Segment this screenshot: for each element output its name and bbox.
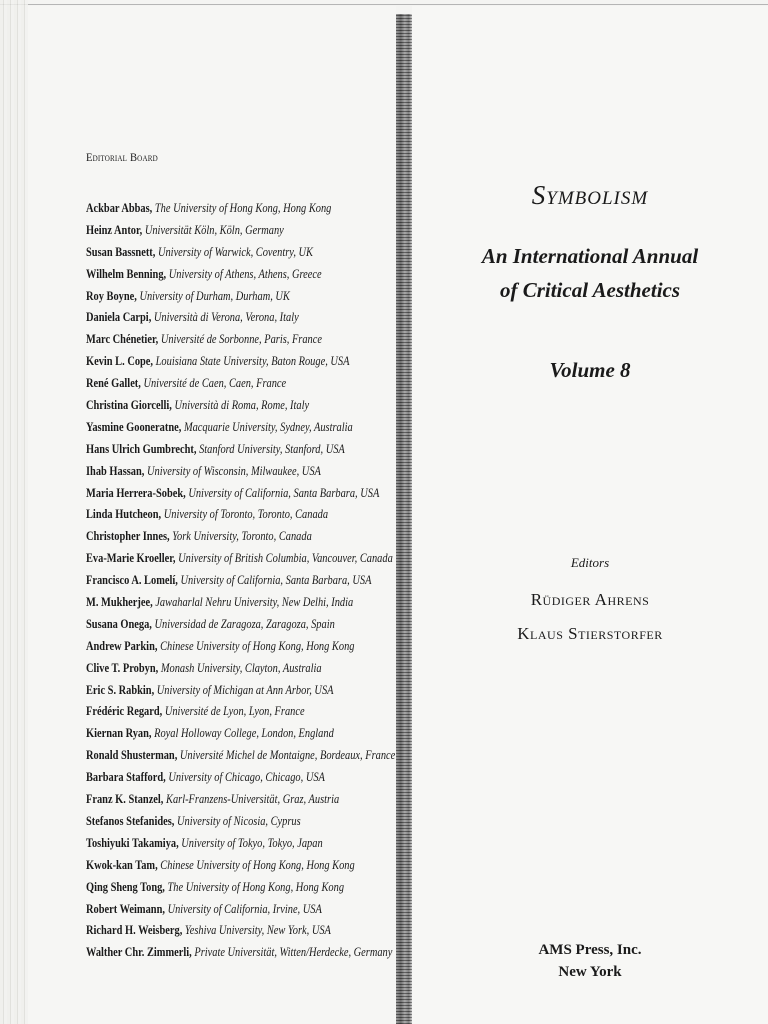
board-member (86, 197, 350, 219)
board-member (86, 832, 350, 854)
board-member (86, 263, 350, 285)
member-affiliation: University of Durham, Durham, UK (139, 287, 290, 303)
subtitle-line-1: An International Annual (481, 244, 699, 268)
member-name: Stefanos Stefanides, (86, 812, 175, 828)
board-member (86, 941, 393, 963)
member-affiliation: University of Athens, Athens, Greece (168, 265, 322, 281)
member-affiliation: Université de Caen, Caen, France (143, 375, 287, 391)
editorial-board-list (86, 197, 416, 963)
member-name: Daniela Carpi, (86, 309, 152, 325)
member-name: Yasmine Gooneratne, (86, 418, 182, 434)
member-name: René Gallet, (86, 375, 141, 391)
member-affiliation: The University of Hong Kong, Hong Kong (167, 878, 345, 894)
board-member (86, 219, 350, 241)
member-affiliation: Université Michel de Montaigne, Bordeaux, France (179, 747, 396, 763)
member-name: Hans Ulrich Gumbrecht, (86, 440, 197, 456)
member-affiliation: University of Warwick, Coventry, UK (157, 243, 313, 259)
member-affiliation: University of British Columbia, Vancouver, Canada (178, 550, 393, 566)
publisher-name: AMS Press, Inc. (538, 942, 642, 958)
member-name: Wilhelm Benning, (86, 265, 167, 281)
page-edge-shadow (0, 0, 28, 1024)
board-member (86, 657, 350, 679)
member-affiliation: Universität Köln, Köln, Germany (144, 221, 284, 237)
member-affiliation: York University, Toronto, Canada (172, 528, 312, 544)
board-member (86, 306, 350, 328)
member-name: Maria Herrera-Sobek, (86, 484, 186, 500)
board-member (86, 503, 350, 525)
member-name: Clive T. Probyn, (86, 659, 159, 675)
member-name: Toshiyuki Takamiya, (86, 834, 179, 850)
publisher-city: New York (558, 964, 622, 980)
page-top-rule (0, 4, 768, 5)
member-name: Susana Onega, (86, 615, 152, 631)
board-member (86, 635, 355, 657)
editor-name: Rüdiger Ahrens (530, 590, 650, 609)
member-name: Robert Weimann, (86, 900, 165, 916)
board-member (86, 613, 350, 635)
board-member (86, 241, 350, 263)
member-name: Christopher Innes, (86, 528, 170, 544)
member-affiliation: Macquarie University, Sydney, Australia (183, 418, 353, 434)
member-affiliation: Monash University, Clayton, Australia (160, 659, 322, 675)
subtitle-line-2: of Critical Aesthetics (499, 278, 681, 302)
board-member (86, 810, 350, 832)
member-affiliation: Università di Verona, Verona, Italy (153, 309, 299, 325)
member-affiliation: University of Toronto, Toronto, Canada (163, 506, 329, 522)
board-member (86, 416, 353, 438)
member-name: Eric S. Rabkin, (86, 681, 155, 697)
board-member (86, 919, 350, 941)
board-member (86, 460, 350, 482)
member-affiliation: University of Nicosia, Cyprus (177, 812, 301, 828)
board-member (86, 700, 350, 722)
member-name: Eva-Marie Kroeller, (86, 550, 176, 566)
board-member (86, 547, 393, 569)
member-affiliation: Università di Roma, Rome, Italy (174, 397, 310, 413)
member-name: Kwok-kan Tam, (86, 856, 158, 872)
member-name: Ihab Hassan, (86, 462, 145, 478)
volume-label: Volume 8 (549, 358, 631, 382)
member-name: Franz K. Stanzel, (86, 791, 164, 807)
board-member (86, 372, 350, 394)
member-name: Kevin L. Cope, (86, 353, 154, 369)
member-name: Ronald Shusterman, (86, 747, 178, 763)
board-member (86, 569, 372, 591)
board-member (86, 328, 350, 350)
member-affiliation: University of California, Santa Barbara, USA (188, 484, 380, 500)
book-title: Symbolism (531, 180, 649, 210)
member-name: Francisco A. Lomelí, (86, 572, 178, 588)
member-affiliation: Chinese University of Hong Kong, Hong Kong (160, 637, 355, 653)
member-affiliation: University of Wisconsin, Milwaukee, USA (146, 462, 321, 478)
member-affiliation: Stanford University, Stanford, USA (199, 440, 345, 456)
member-name: Marc Chénetier, (86, 331, 159, 347)
member-affiliation: Université de Lyon, Lyon, France (164, 703, 305, 719)
member-name: M. Mukherjee, (86, 594, 153, 610)
member-name: Walther Chr. Zimmerli, (86, 944, 192, 960)
board-member (86, 482, 380, 504)
editorial-board-heading: Editorial Board (86, 150, 158, 164)
member-affiliation: University of California, Irvine, USA (167, 900, 322, 916)
member-affiliation: Yeshiva University, New York, USA (184, 922, 331, 938)
member-affiliation: Chinese University of Hong Kong, Hong Kong (160, 856, 355, 872)
member-name: Susan Bassnett, (86, 243, 156, 259)
board-member (86, 438, 350, 460)
member-affiliation: Jawaharlal Nehru University, New Delhi, India (155, 594, 354, 610)
member-affiliation: Universidad de Zaragoza, Zaragoza, Spain (154, 615, 335, 631)
board-member (86, 679, 350, 701)
member-name: Richard H. Weisberg, (86, 922, 183, 938)
editors-label: Editors (570, 555, 610, 570)
member-name: Linda Hutcheon, (86, 506, 162, 522)
member-affiliation: Private Universität, Witten/Herdecke, Germany (194, 944, 393, 960)
member-name: Qing Sheng Tong, (86, 878, 165, 894)
board-member (86, 788, 350, 810)
member-affiliation: Louisiana State University, Baton Rouge, USA (155, 353, 350, 369)
board-member (86, 525, 350, 547)
board-member (86, 898, 350, 920)
member-name: Ackbar Abbas, (86, 200, 153, 215)
member-affiliation: University of Chicago, Chicago, USA (168, 769, 325, 785)
member-affiliation: Karl-Franzens-Universität, Graz, Austria (166, 791, 340, 807)
member-name: Andrew Parkin, (86, 637, 158, 653)
member-name: Roy Boyne, (86, 287, 137, 303)
member-affiliation: University of Tokyo, Tokyo, Japan (181, 834, 323, 850)
member-name: Barbara Stafford, (86, 769, 166, 785)
member-name: Kiernan Ryan, (86, 725, 152, 741)
board-member (86, 394, 350, 416)
board-member (86, 744, 396, 766)
member-name: Heinz Antor, (86, 221, 143, 237)
board-member (86, 285, 350, 307)
member-name: Frédéric Regard, (86, 703, 163, 719)
member-affiliation: University of Michigan at Ann Arbor, USA (156, 681, 334, 697)
member-affiliation: Université de Sorbonne, Paris, France (160, 331, 322, 347)
right-page (412, 6, 768, 1024)
board-member (86, 876, 350, 898)
board-member (86, 766, 350, 788)
board-member (86, 591, 354, 613)
member-affiliation: Royal Holloway College, London, England (154, 725, 334, 741)
member-name: Christina Giorcelli, (86, 397, 172, 413)
board-member (86, 350, 350, 372)
member-affiliation: The University of Hong Kong, Hong Kong (154, 200, 332, 215)
board-member (86, 854, 355, 876)
board-member (86, 722, 350, 744)
member-affiliation: University of California, Santa Barbara, USA (180, 572, 372, 588)
editor-name: Klaus Stierstorfer (517, 624, 663, 643)
